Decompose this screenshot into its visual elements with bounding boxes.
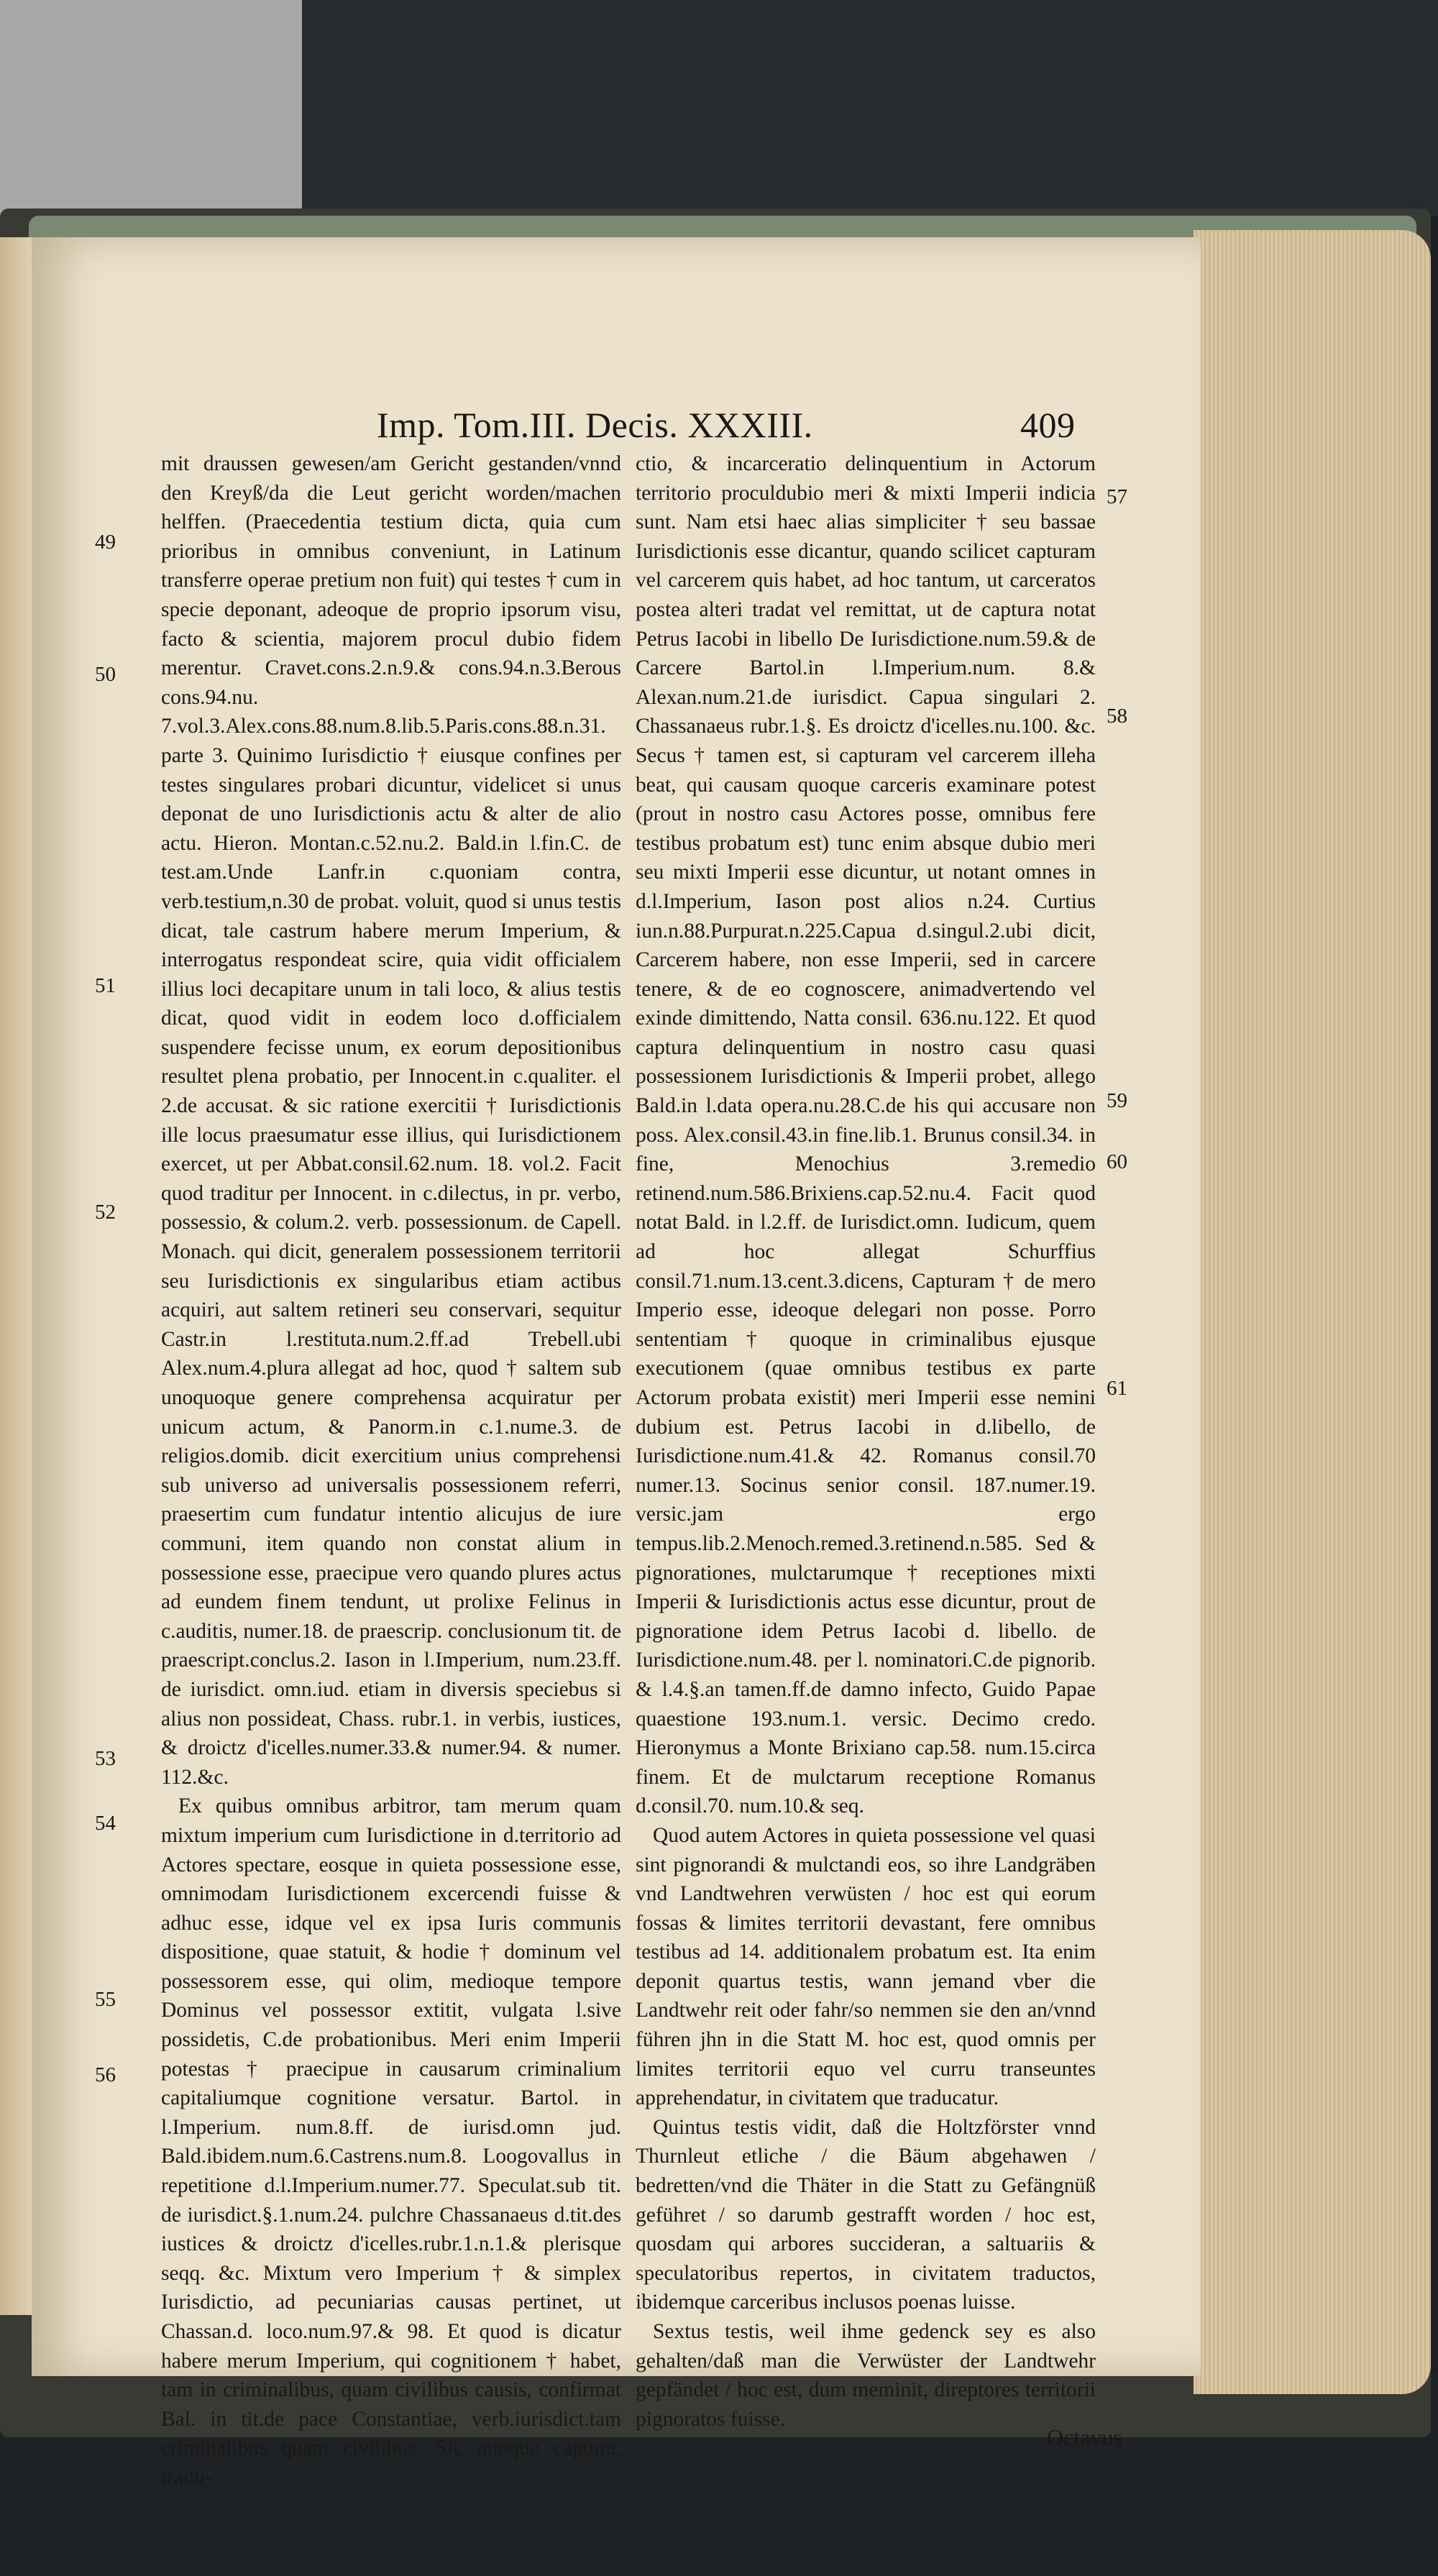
paragraph: ctio, & incarceratio delinquentium in Actorum territorio proculdubio meri & mixti Imperii indicia sunt. Nam etsi haec alias simpliciter † seu bassae Iurisdictionis esse dicantur, quando scilicet capturam vel carcerem quis habet, ad hoc tantum, ut carceratos postea alteri tradat vel remittat, ut de captura notat Petrus Iacobi in libello De Iurisdictione.num.59.& de Carcere Bartol.in l.Imperium.num. 8.& Alexan.num.21.de iurisdict. Capua singulari 2. Chassanaeus rubr.1.§. Es droictz d'icelles.nu.100. &c. Secus † tamen est, si capturam vel carcerem illeha beat, qui causam quoque carceris examinare potest (prout in nostro casu Actores posse, omnibus fere testibus probatum est) tunc enim absque dubio meri seu mixti Imperii esse dicuntur, ut notant omnes in d.l.Imperium, Iason post alios n.24. Curtius iun.n.88.Purpurat.n.225.Capua d.singul.2.ubi dicit, Carcerem habere, non esse Imperii, sed in carcere tenere, & de eo cognoscere, animadvertendo vel exinde dimittendo, Natta consil. 636.nu.122. Et quod captura delinquentium in nostro casu quasi possessionem Iurisdictionis & Imperii probet, allego Bald.in l.data opera.nu.28.C.de his qui accusare non poss. Alex.consil.43.in fine.lib.1. Brunus consil.34. in fine, Menochius 3.remedio retinend.num.586.Brixiens.cap.52.nu.4. Facit quod notat Bald. in l.2.ff. de Iurisdict.omn. Iudicum, quem ad hoc allegat Schurffius consil.71.num.13.cent.3.dicens, Capturam † de mero Imperio esse, ideoque delegari non posse. Porro sententiam † quoque in criminalibus ejusque executionem (quae omnibus testibus ex parte Actorum probata existit) meri Imperii esse nemini dubium est. Petrus Iacobi in d.libello, de Iurisdictione.num.41.& 42. Romanus consil.70 numer.13. Socinus senior consil. 187.numer.19. versic.jam ergo tempus.lib.2.Menoch.remed.3.retinend.n.585. Sed & pignorationes, mulctarumque † receptiones mixti Imperii & Iurisdictionis actus esse dicuntur, prout de pignoratione idem Petrus Iacobi d. libello. de Iurisdictione.num.48. per l. nominatori.C.de pignorib. & l.4.§.an tamen.ff.de damno infecto, Guido Papae quaestione 193.num.1. versic. Decimo credo. Hieronymus a Monte Brixiano cap.58. num.15.circa finem. Et de mulctarum receptione Romanus d.consil.70. num.10.& seq. <box>636 452 1096 1818</box>
margin-number: 53 <box>95 1747 116 1770</box>
margin-number: 51 <box>95 974 116 997</box>
paragraph: Sextus testis, weil ihme gedenck sey es also gehalten/daß man die Verwüster der Landtwehr gepfändet / hoc est, dum meminit, direptores territorii pignoratos fuisse. <box>636 2320 1096 2431</box>
margin-number: 57 <box>1107 485 1127 508</box>
running-header <box>377 404 1096 454</box>
margin-number: 52 <box>95 1201 116 1224</box>
left-column <box>161 449 621 2493</box>
margin-number: 59 <box>1107 1089 1127 1112</box>
page-edges <box>1194 230 1431 2394</box>
paragraph: Ex quibus omnibus arbitror, tam merum quam mixtum imperium cum Iurisdictione in d.territorio ad Actores spectare, eosque in quieta possessione esse, omnimodam Iurisdictionem excercendi fuisse & adhuc esse, idque vel ex ipsa Iuris communis dispositione, quae statuit, & hodie † dominum vel possessorem esse, qui olim, medioque tempore Dominus vel possessor extitit, vulgata l.sive possidetis, C.de probationibus. Meri enim Imperii potestas † praecipue in causarum criminalium capitaliumque cognitione versatur. Bartol. in l.Imperium. num.8.ff. de iurisd.omn jud. Bald.ibidem.num.6.Castrens.num.8. Loogovallus in repetitione d.l.Imperium.numer.77. Speculat.sub tit. de iurisdict.§.1.num.24. pulchre Chassanaeus d.tit.des iustices & droictz d'icelles.rubr.1.n.1.& plerisque seqq. &c. Mixtum vero Imperium † & simplex Iurisdictio, ad pecuniarias causas pertinet, ut Chassan.d. loco.num.97.& 98. Et quod is dicatur habere merum Imperium, qui cognitionem † habet, tam in criminalibus, quam civilibus causis, confirmat Bal. in tit.de pace Constantiae, verb.iurisdict.tam criminalibus quam civilibus. Sic quoque captura, tradu- <box>161 1795 621 2489</box>
margin-number: 50 <box>95 663 116 686</box>
paragraph: mit draussen gewesen/am Gericht gestanden/vnnd den Kreyß/da die Leut gericht worden/machen helffen. (Praecedentia testium dicta, quia cum prioribus in omnibus conveniunt, in Latinum transferre operae pretium non fuit) qui testes † cum in specie deponant, adeoque de proprio ipsorum visu, facto & scientia, majorem procul dubio fidem merentur. Cravet.cons.2.n.9.& cons.94.n.3.Berous cons.94.nu. 7.vol.3.Alex.cons.88.num.8.lib.5.Paris.cons.88.n.31. parte 3. Quinimo Iurisdictio † eiusque confines per testes singulares probari dicuntur, videlicet si unus deponat de uno Iurisdictionis actu & alter de alio actu. Hieron. Montan.c.52.nu.2. Bald.in l.fin.C. de test.am.Unde Lanfr.in c.quoniam contra, verb.testium,n.30 de probat. voluit, quod si unus testis dicat, tale castrum habere merum Imperium, & interrogatus respondeat scire, quia vidit officialem illius loci decapitare unum in tali loco, & alius testis dicat, quod vidit in eodem loco d.officialem suspendere fecisse unum, ex eorum depositionibus resultet plena probatio, per Innocent.in c.qualiter. el 2.de accusat. & sic ratione exercitii † Iurisdictionis ille locus praesumatur esse illius, qui Iurisdictionem exercet, ut per Abbat.consil.62.num. 18. vol.2. Facit quod traditur per Innocent. in c.dilectus, in pr. verbo, possessio, & colum.2. verb. possessionum. de Capell. Monach. qui dicit, generalem possessionem territorii seu Iurisdictionis ex singularibus etiam actibus acquiri, aut saltem retineri seu conservari, sequitur Castr.in l.restituta.num.2.ff.ad Trebell.ubi Alex.num.4.plura allegat ad hoc, quod † saltem sub unoquoque genere comprehensa acquiratur per unicum actum, & Panorm.in c.1.nume.3. de religios.domib. dicit exercitium unius comprehensi sub universo ad universalis possessionem referri, praesertim cum fundatur intentio alicujus de iure communi, item quando non constat alium in possessione esse, praecipue vero quando plures actus ad eundem finem tendunt, ut prolixe Felinus in c.auditis, numer.18. de praescrip. conclusionum tit. de praescript.conclus.2. Iason in l.Imperium, num.23.ff. de iurisdict. omn.iud. etiam in diversis speciebus si alius non possideat, Chass. rubr.1. in verbis, iustices, & droictz d'icelles.numer.33.& numer.94. & numer. 112.&c. <box>161 452 621 1789</box>
paragraph: Quod autem Actores in quieta possessione vel quasi sint pignorandi & mulctandi eos, so ihre Landgräben vnd Landtwehren verwüsten / hoc est qui eorum fossas & limites territorii devastant, fere omnibus testibus ad 14. additionalem probatum est. Ita enim deponit quartus testis, wann jemand vber die Landtwehr reit oder fahr/so nemmen sie den an/vnnd führen jhn in die Statt M. hoc est, quod omnis per limites territorii equo vel curru transeuntes apprehendatur, in civitatem que traducatur. <box>636 1823 1096 2110</box>
header-title: Imp. Tom.III. Decis. XXXIII. <box>377 405 813 445</box>
margin-number: 49 <box>95 531 116 554</box>
margin-number: 56 <box>95 2063 116 2086</box>
margin-number: 61 <box>1107 1377 1127 1400</box>
book-page <box>32 237 1201 2489</box>
catchword: Octavus <box>1047 2424 1122 2450</box>
paragraph: Quintus testis vidit, daß die Holtzförster vnnd Thurnleut etliche / die Bäum abgehawen / bedretten/vnd die Thäter in die Statt zu Gefängnüß geführet / so darumb gestrafft worden / hoc est, quosdam qui arbores succideran, a saltuariis & speculatoribus repertos, in civitatem traductos, ibidemque carceribus inclusos poenas luisse. <box>636 2115 1096 2314</box>
margin-number: 55 <box>95 1988 116 2011</box>
right-column <box>636 449 1096 2434</box>
page-number: 409 <box>1020 405 1076 445</box>
background-strip <box>0 0 302 216</box>
margin-number: 60 <box>1107 1150 1127 1173</box>
margin-number: 54 <box>95 1812 116 1835</box>
margin-number: 58 <box>1107 705 1127 728</box>
